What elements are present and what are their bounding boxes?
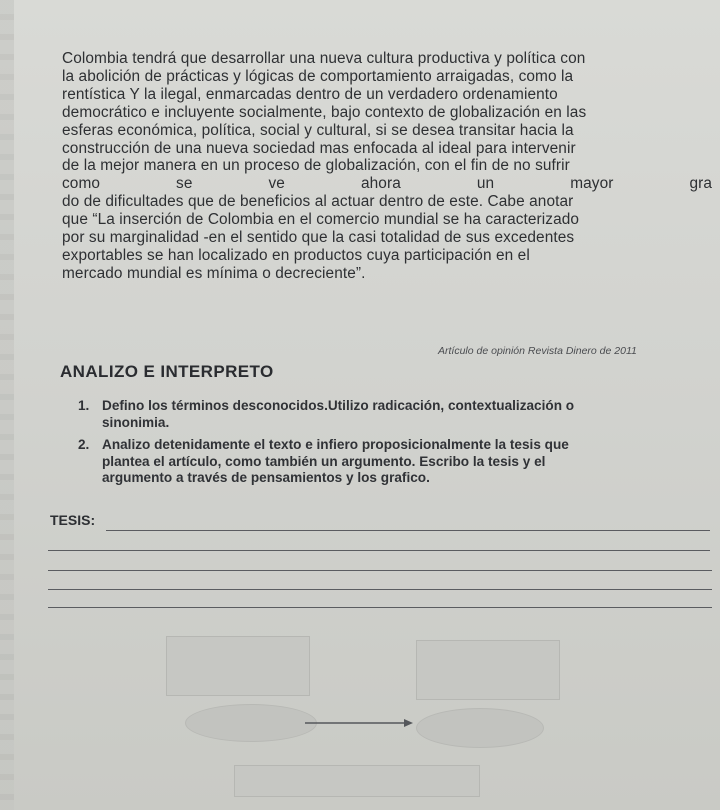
diagram-arrow-icon bbox=[300, 715, 420, 735]
task-number: 1. bbox=[78, 398, 90, 413]
notebook-binding-edge bbox=[0, 0, 14, 810]
task-line: sinonimia. bbox=[102, 414, 170, 430]
paragraph-spread-line bbox=[62, 175, 712, 193]
spread-word: como bbox=[62, 175, 101, 193]
answer-line[interactable] bbox=[48, 607, 712, 608]
diagram-oval-right bbox=[416, 708, 544, 748]
answer-line[interactable] bbox=[106, 530, 710, 531]
task-item bbox=[78, 437, 708, 487]
task-text bbox=[102, 437, 708, 487]
paragraph-line: que “La inserción de Colombia en el comercio mundial se ha caracterizado bbox=[62, 211, 580, 229]
answer-line[interactable] bbox=[48, 570, 712, 571]
spread-word: ve bbox=[268, 175, 285, 193]
spread-word: mayor bbox=[570, 175, 614, 193]
task-item bbox=[78, 398, 708, 431]
answer-line[interactable] bbox=[48, 550, 710, 551]
paragraph-line: mercado mundial es mínima o decreciente”. bbox=[62, 264, 366, 282]
article-paragraph bbox=[62, 50, 712, 283]
answer-line[interactable] bbox=[48, 589, 712, 590]
paragraph-line: democrático e incluyente socialmente, bajo contexto de globalización en las bbox=[62, 103, 587, 121]
task-line: argumento a través de pensamientos y los grafico. bbox=[102, 470, 430, 485]
paragraph-line: por su marginalidad -en el sentido que la casi totalidad de sus excedentes bbox=[62, 229, 575, 247]
diagram-box-bottom bbox=[234, 765, 480, 797]
paragraph-line: exportables se han localizado en productos cuya participación en el bbox=[62, 246, 530, 264]
spread-word: un bbox=[476, 175, 495, 193]
task-list bbox=[78, 398, 708, 493]
paragraph-line: rentística Y la ilegal, enmarcadas dentro de un verdadero ordenamiento bbox=[62, 85, 558, 103]
diagram-oval-left bbox=[185, 704, 317, 742]
paragraph-line: Colombia tendrá que desarrollar una nueva cultura productiva y política con bbox=[62, 50, 586, 67]
section-heading: ANALIZO E INTERPRETO bbox=[60, 362, 274, 381]
task-text bbox=[102, 398, 708, 431]
task-line: Analizo detenidamente el texto e infiero proposicionalmente la tesis que bbox=[102, 437, 569, 452]
diagram-box-right bbox=[416, 640, 560, 700]
diagram-box-left bbox=[166, 636, 310, 696]
article-source: Artículo de opinión Revista Dinero de 2011 bbox=[438, 345, 637, 357]
paragraph-line: esferas económica, política, social y cultural, si se desea transitar hacia la bbox=[62, 121, 574, 139]
spread-word: se bbox=[176, 175, 193, 193]
task-line: Defino los términos desconocidos.Utilizo radicación, contextualización o bbox=[102, 398, 575, 413]
paragraph-line: la abolición de prácticas y lógicas de comportamiento arraigadas, como la bbox=[62, 67, 574, 85]
paragraph-line: do de dificultades que de beneficios al actuar dentro de este. Cabe anotar bbox=[62, 193, 574, 211]
task-line: plantea el artículo, como también un argumento. Escribo la tesis y el bbox=[102, 453, 546, 469]
task-number: 2. bbox=[78, 437, 90, 452]
tesis-label: TESIS: bbox=[50, 512, 96, 528]
paragraph-line: de la mejor manera en un proceso de globalización, con el fin de no sufrir bbox=[62, 157, 570, 175]
spread-word: gra bbox=[689, 175, 712, 193]
paragraph-line: construcción de una nueva sociedad mas enfocada al ideal para intervenir bbox=[62, 139, 576, 157]
spread-word: ahora bbox=[360, 175, 401, 193]
